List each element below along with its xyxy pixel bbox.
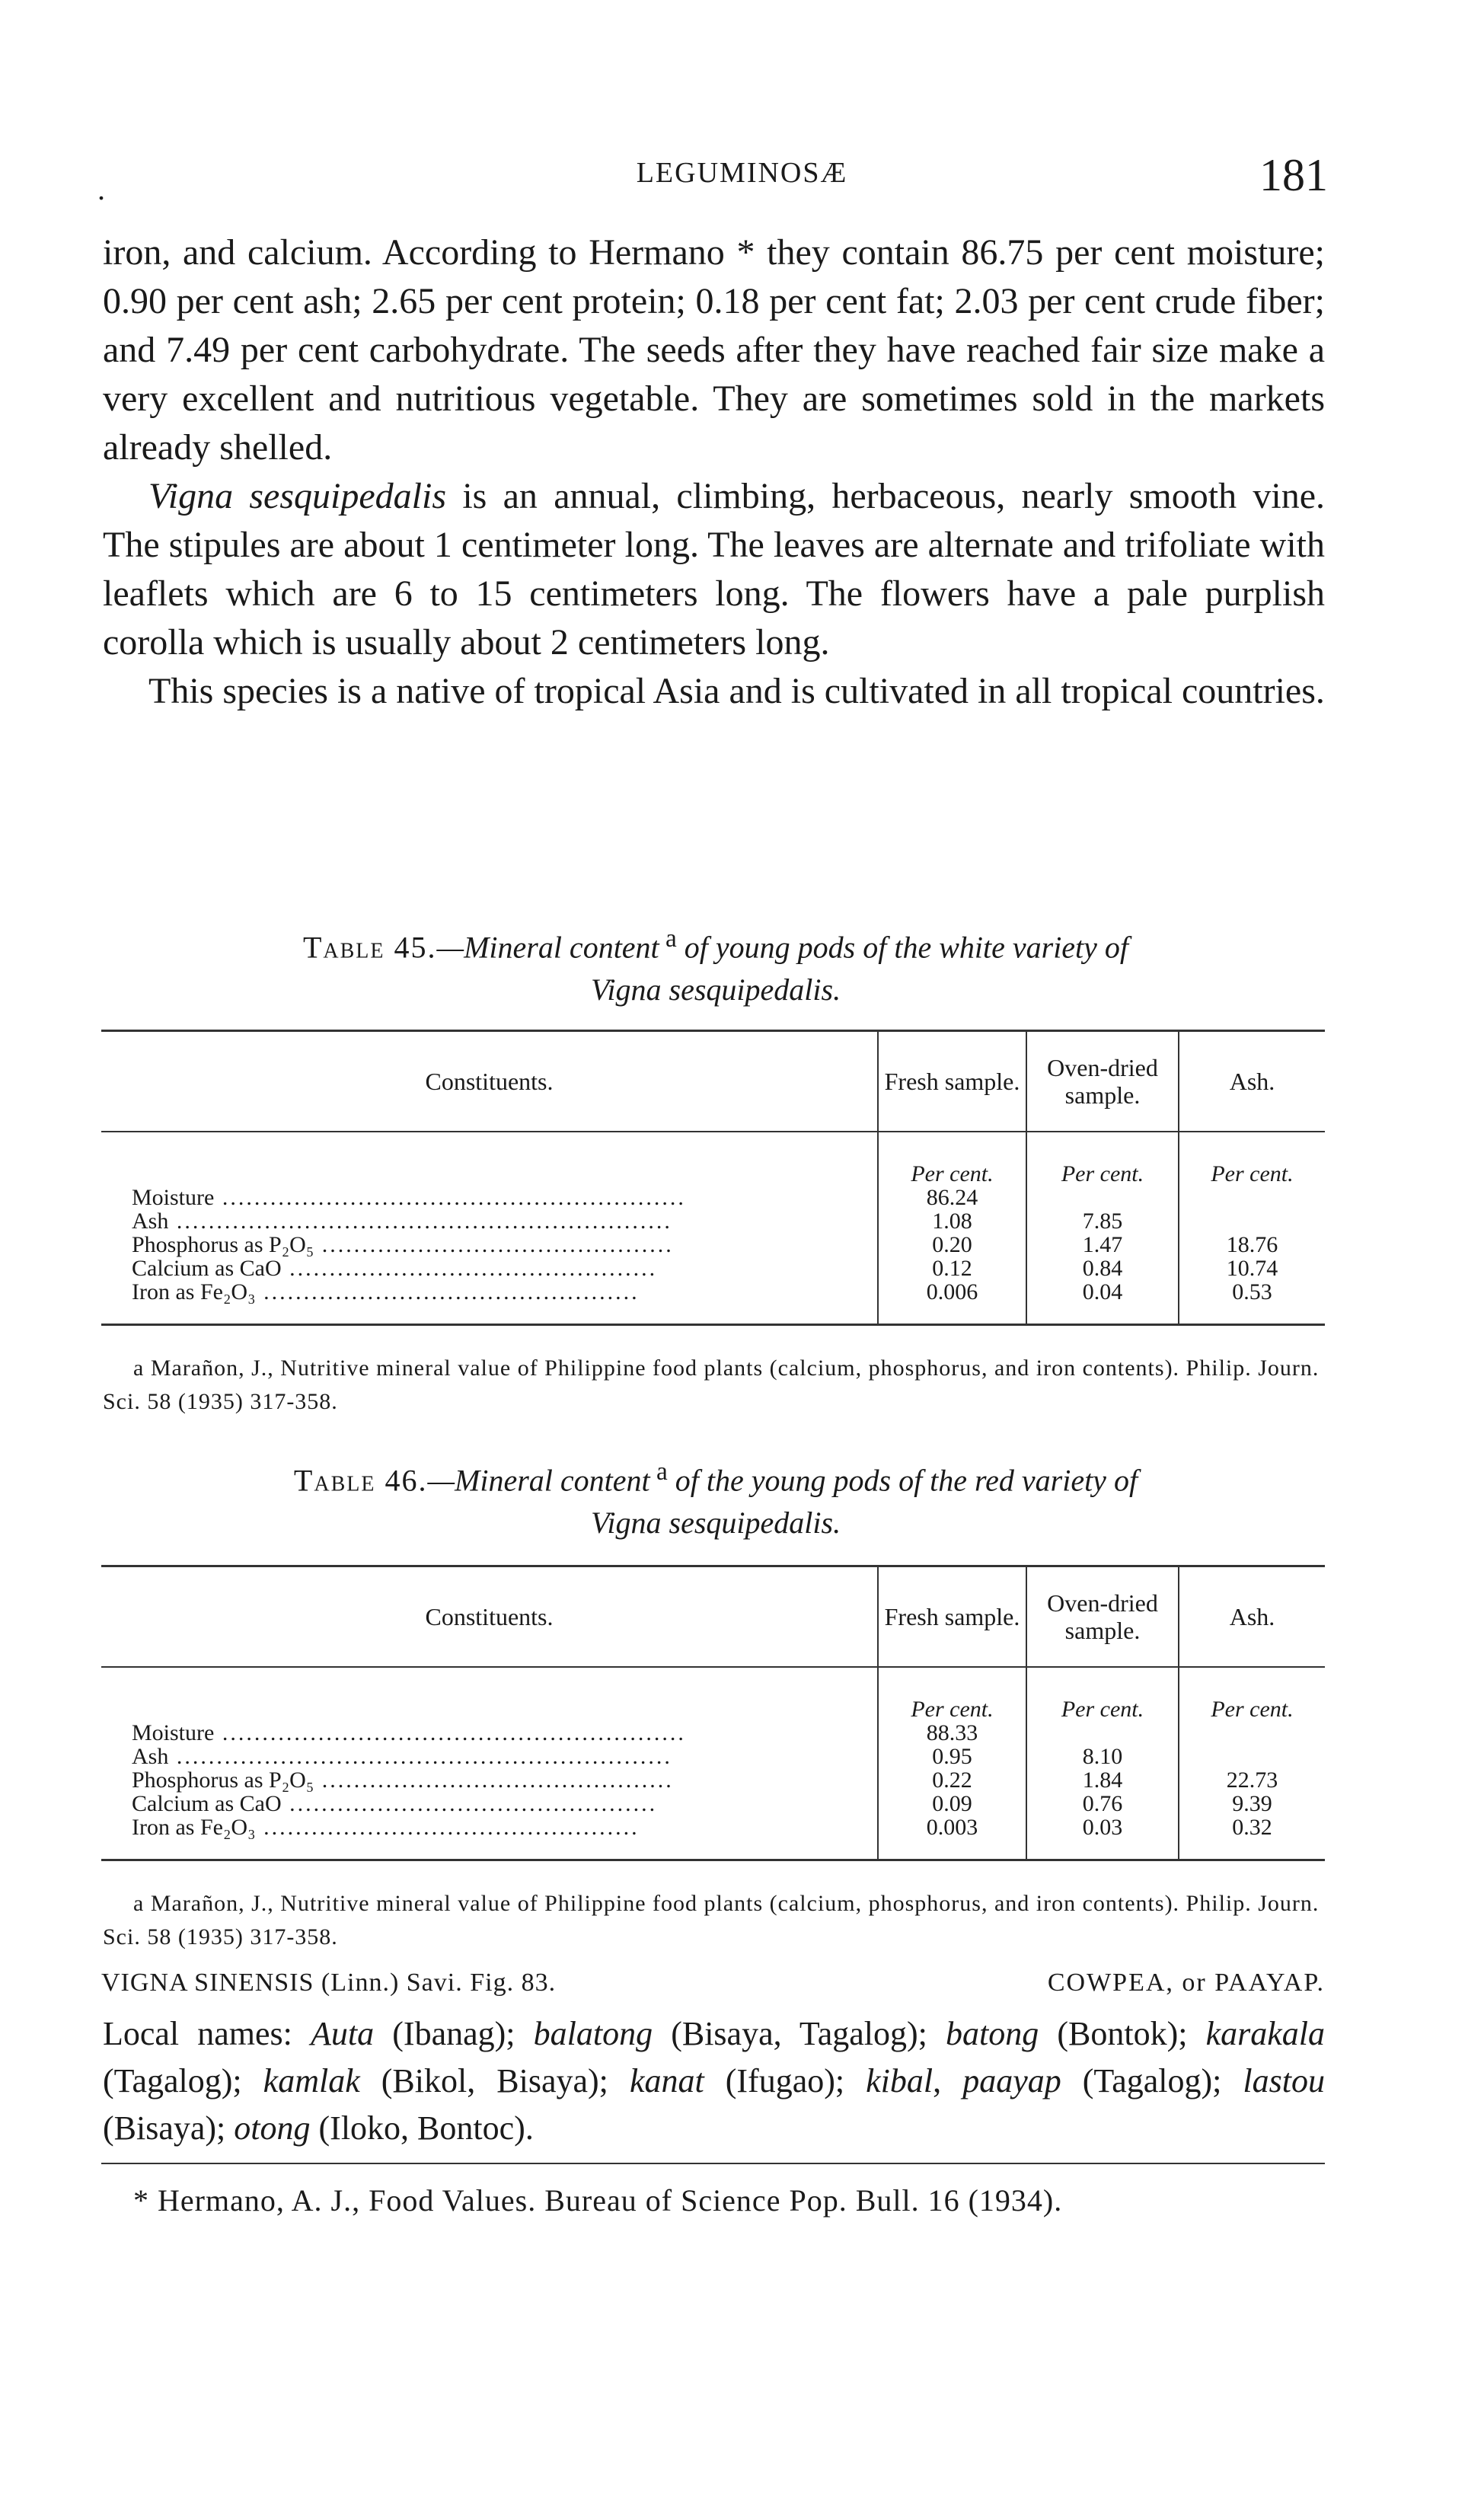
row-name: Ash	[132, 1744, 169, 1769]
local-name: kibal	[866, 2062, 933, 2099]
footnote-divider	[101, 2163, 1325, 2164]
table-45-note: a Marañon, J., Nutritive mineral value of Philippine food plants (calcium, phosphorus, and iron contents). Philip. Journ. Sci. 58 (1935) 317-358.	[103, 1355, 1320, 1414]
body-text	[103, 228, 1325, 716]
local-name-region: (Ifugao);	[704, 2062, 866, 2099]
cell-ash: 10.74	[1179, 1256, 1325, 1280]
cell-fresh: 0.95	[878, 1745, 1026, 1768]
table-45-title-a: —Mineral content	[436, 930, 659, 965]
cell-fresh: 1.08	[878, 1209, 1026, 1233]
local-name: karakala	[1205, 2015, 1325, 2052]
table-row: Moisture .......................................................... 88.33	[101, 1721, 1325, 1745]
cell-ash	[1179, 1209, 1325, 1233]
cell-ash: 9.39	[1179, 1792, 1325, 1815]
cell-oven: 0.76	[1026, 1792, 1179, 1815]
row-name: Iron as Fe₂O₃	[132, 1279, 256, 1304]
local-name-region: (Bikol, Bisaya);	[359, 2062, 630, 2099]
table-45-title-b: of young pods of the white variety of	[676, 930, 1129, 965]
unit-ash: Per cent.	[1179, 1132, 1325, 1186]
local-name-region: (Tagalog);	[103, 2062, 263, 2099]
local-name-region: (Tagalog);	[1061, 2062, 1243, 2099]
cell-fresh: 0.22	[878, 1768, 1026, 1792]
row-name: Moisture	[132, 1185, 215, 1210]
table-46-note-ref: a	[649, 1458, 668, 1486]
row-name: Ash	[132, 1209, 169, 1234]
table-row: Calcium as CaO .............................................. 0.09 0.76 9.39	[101, 1792, 1325, 1815]
running-head: LEGUMINOSÆ	[636, 157, 848, 189]
table-45-label: Table 45.	[302, 930, 437, 965]
cell-ash	[1179, 1186, 1325, 1209]
unit-oven: Per cent.	[1026, 1667, 1179, 1721]
table-header-row	[101, 1566, 1325, 1668]
stray-dot: .	[97, 172, 105, 206]
unit-fresh: Per cent.	[878, 1132, 1026, 1186]
cell-oven	[1026, 1721, 1179, 1745]
species-name: Vigna sesquipedalis	[148, 476, 447, 516]
table-45-caption	[122, 918, 1310, 1011]
cell-oven: 7.85	[1026, 1209, 1179, 1233]
local-name: otong	[234, 2109, 311, 2147]
cell-oven: 0.04	[1026, 1280, 1179, 1325]
table-46-note: a Marañon, J., Nutritive mineral value of Philippine food plants (calcium, phosphorus, and iron contents). Philip. Journ. Sci. 58 (1935) 317-358.	[103, 1891, 1320, 1949]
col-oven-dried-sample: Oven-dried sample.	[1026, 1031, 1179, 1132]
table-45-note-ref: a	[659, 924, 677, 953]
local-name: balatong	[533, 2015, 653, 2052]
local-name: kanat	[629, 2062, 704, 2099]
cell-fresh: 88.33	[878, 1721, 1026, 1745]
local-name-region: (Bontok);	[1039, 2015, 1206, 2052]
cell-fresh: 0.006	[878, 1280, 1026, 1325]
table-46-title-c: Vigna sesquipedalis.	[590, 1506, 841, 1541]
row-name: Phosphorus as P₂O₅	[132, 1232, 314, 1257]
cell-ash: 22.73	[1179, 1768, 1325, 1792]
local-name: Auta	[311, 2015, 375, 2052]
table-46	[101, 1565, 1325, 1861]
table-row: Phosphorus as P₂O₅ ............................................ 0.22 1.84 22.73	[101, 1768, 1325, 1792]
local-name: paayap	[962, 2062, 1061, 2099]
local-name-region: (Bisaya);	[103, 2109, 235, 2147]
row-name: Iron as Fe₂O₃	[132, 1815, 256, 1840]
table-46-label: Table 46.	[293, 1463, 428, 1498]
cell-fresh: 0.003	[878, 1815, 1026, 1860]
cell-oven: 8.10	[1026, 1745, 1179, 1768]
paragraph-nutrition: iron, and calcium. According to Hermano * they contain 86.75 per cent moisture; 0.90 per cent ash; 2.65 per cent protein; 0.18 per cent fat; 2.03 per cent crude fiber; and 7.49 per cent carbohydrate. The seeds after they have reached fair size make a very excellent and nutritious vegetable. They are sometimes sold in the markets already shelled.	[103, 232, 1325, 468]
local-names	[103, 2010, 1325, 2152]
paragraph-distribution: This species is a native of tropical Asia and is cultivated in all tropical countries.	[148, 671, 1325, 711]
cell-fresh: 0.12	[878, 1256, 1026, 1280]
row-name: Moisture	[132, 1720, 215, 1745]
table-row: Calcium as CaO .............................................. 0.12 0.84 10.74	[101, 1256, 1325, 1280]
row-name: Phosphorus as P₂O₅	[132, 1767, 314, 1793]
paragraph-description-text: is an annual, climbing, herbaceous, nearly smooth vine. The stipules are about 1 centimeter long. The leaves are alternate and trifoliate with leaflets which are 6 to 15 centimeters long. The flowers have a pale purplish corolla which is usually about 2 centimeters long.	[103, 476, 1325, 663]
local-name-region: ,	[933, 2062, 963, 2099]
footnote: * Hermano, A. J., Food Values. Bureau of Science Pop. Bull. 16 (1934).	[133, 2183, 1063, 2218]
table-row: Iron as Fe₂O₃ ............................................... 0.006 0.04 0.53	[101, 1280, 1325, 1325]
paragraph-description	[103, 472, 1325, 667]
row-name: Calcium as CaO	[132, 1791, 282, 1816]
species-heading	[101, 1969, 1325, 1997]
local-names-lead: Local names:	[103, 2015, 311, 2052]
col-fresh-sample: Fresh sample.	[878, 1031, 1026, 1132]
cell-fresh: 0.20	[878, 1233, 1026, 1256]
table-45-title-c: Vigna sesquipedalis.	[590, 972, 841, 1007]
cell-oven: 0.84	[1026, 1256, 1179, 1280]
cell-ash: 0.53	[1179, 1280, 1325, 1325]
cell-oven: 0.03	[1026, 1815, 1179, 1860]
col-constituents: Constituents.	[101, 1566, 878, 1668]
row-name: Calcium as CaO	[132, 1256, 282, 1281]
table-45	[101, 1030, 1325, 1326]
cell-fresh: 86.24	[878, 1186, 1026, 1209]
col-constituents: Constituents.	[101, 1031, 878, 1132]
local-name-region: (Iloko, Bontoc).	[310, 2109, 534, 2147]
unit-ash: Per cent.	[1179, 1667, 1325, 1721]
local-name-region: (Ibanag);	[374, 2015, 534, 2052]
local-name: kamlak	[263, 2062, 360, 2099]
cell-fresh: 0.09	[878, 1792, 1026, 1815]
col-fresh-sample: Fresh sample.	[878, 1566, 1026, 1668]
cell-ash	[1179, 1745, 1325, 1768]
cell-oven	[1026, 1186, 1179, 1209]
table-46-title-b: of the young pods of the red variety of	[667, 1463, 1138, 1498]
table-46-caption	[122, 1451, 1310, 1544]
unit-fresh: Per cent.	[878, 1667, 1026, 1721]
cell-ash: 0.32	[1179, 1815, 1325, 1860]
table-row: Phosphorus as P₂O₅ ............................................ 0.20 1.47 18.76	[101, 1233, 1325, 1256]
species-heading-name: VIGNA SINENSIS (Linn.) Savi. Fig. 83.	[101, 1969, 557, 1997]
unit-oven: Per cent.	[1026, 1132, 1179, 1186]
cell-ash	[1179, 1721, 1325, 1745]
table-46-title-a: —Mineral content	[427, 1463, 650, 1498]
table-row: Ash .............................................................. 1.08 7.85	[101, 1209, 1325, 1233]
local-name-region: (Bisaya, Tagalog);	[653, 2015, 946, 2052]
table-row: Moisture .......................................................... 86.24	[101, 1186, 1325, 1209]
table-header-row	[101, 1031, 1325, 1132]
unit-row	[101, 1667, 1325, 1721]
cell-ash: 18.76	[1179, 1233, 1325, 1256]
cell-oven: 1.47	[1026, 1233, 1179, 1256]
page-number: 181	[1259, 150, 1328, 200]
table-row: Ash .............................................................. 0.95 8.10	[101, 1745, 1325, 1768]
cell-oven: 1.84	[1026, 1768, 1179, 1792]
unit-row	[101, 1132, 1325, 1186]
table-row: Iron as Fe₂O₃ ............................................... 0.003 0.03 0.32	[101, 1815, 1325, 1860]
col-ash: Ash.	[1179, 1031, 1325, 1132]
local-name: lastou	[1243, 2062, 1325, 2099]
col-ash: Ash.	[1179, 1566, 1325, 1668]
species-heading-common-name: COWPEA, or PAAYAP.	[1047, 1969, 1325, 1997]
local-name: batong	[946, 2015, 1039, 2052]
col-oven-dried-sample: Oven-dried sample.	[1026, 1566, 1179, 1668]
